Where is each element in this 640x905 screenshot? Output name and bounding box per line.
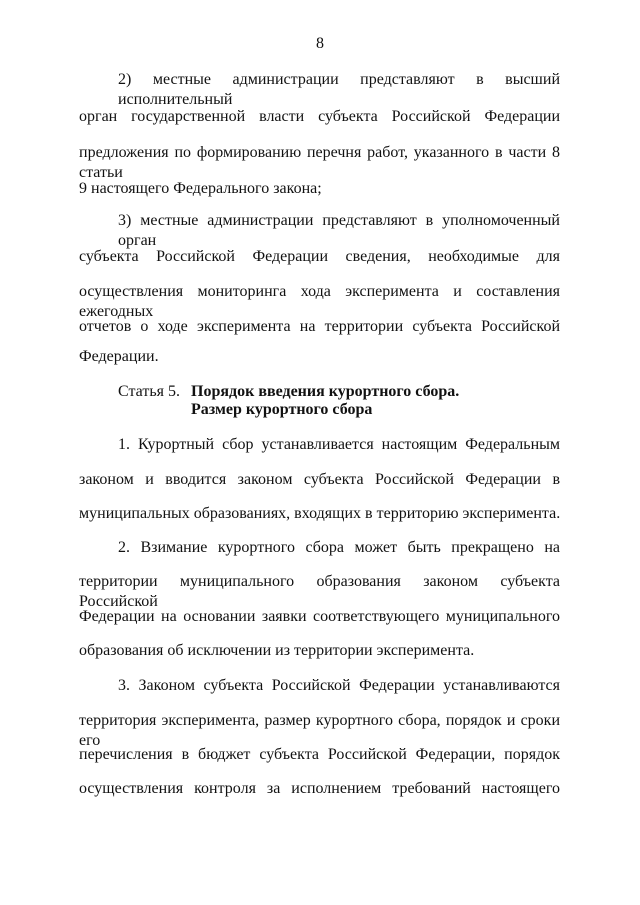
part-1-line-1: 1. Курортный сбор устанавливается настоящим Федеральным [118,436,560,453]
article-title: Порядок введения курортного сбора. Размер курортного сбора [191,383,460,418]
part-1-line-2: законом и вводится законом субъекта Российской Федерации в [79,471,560,488]
item-3-line-2: субъекта Российской Федерации сведения, необходимые для [79,248,560,265]
part-3-line-4: осуществления контроля за исполнением требований настоящего [79,780,560,797]
part-3-line-3: перечисления в бюджет субъекта Российской Федерации, порядок [79,746,560,763]
item-2-line-1: 2) местные администрации представляют в высший исполнительный [118,71,560,108]
part-2-line-2: территории муниципального образования законом субъекта Российской [79,573,560,610]
item-3-line-4: отчетов о ходе эксперимента на территории субъекта Российской [79,318,560,335]
item-2-line-2: орган государственной власти субъекта Российской Федерации [79,108,560,125]
part-3-line-1: 3. Законом субъекта Российской Федерации устанавливаются [118,677,560,694]
page-number: 8 [316,35,324,52]
part-1-line-3: муниципальных образованиях, входящих в территорию эксперимента. [79,505,561,522]
part-2-line-4: образования об исключении из территории эксперимента. [79,642,475,659]
item-2-line-4: 9 настоящего Федерального закона; [79,180,322,197]
item-3-line-5: Федерации. [79,348,159,365]
part-2-line-1: 2. Взимание курортного сбора может быть прекращено на [118,539,560,556]
part-3-line-2: территория эксперимента, размер курортного сбора, порядок и сроки его [79,712,560,749]
part-2-line-3: Федерации на основании заявки соответствующего муниципального [79,608,560,625]
item-3-line-1: 3) местные администрации представляют в уполномоченный орган [118,212,560,249]
item-3-line-3: осуществления мониторинга хода эксперимента и составления ежегодных [79,283,560,320]
item-2-line-3: предложения по формированию перечня работ, указанного в части 8 статьи [79,144,560,181]
article-label: Статья 5. [118,383,180,400]
